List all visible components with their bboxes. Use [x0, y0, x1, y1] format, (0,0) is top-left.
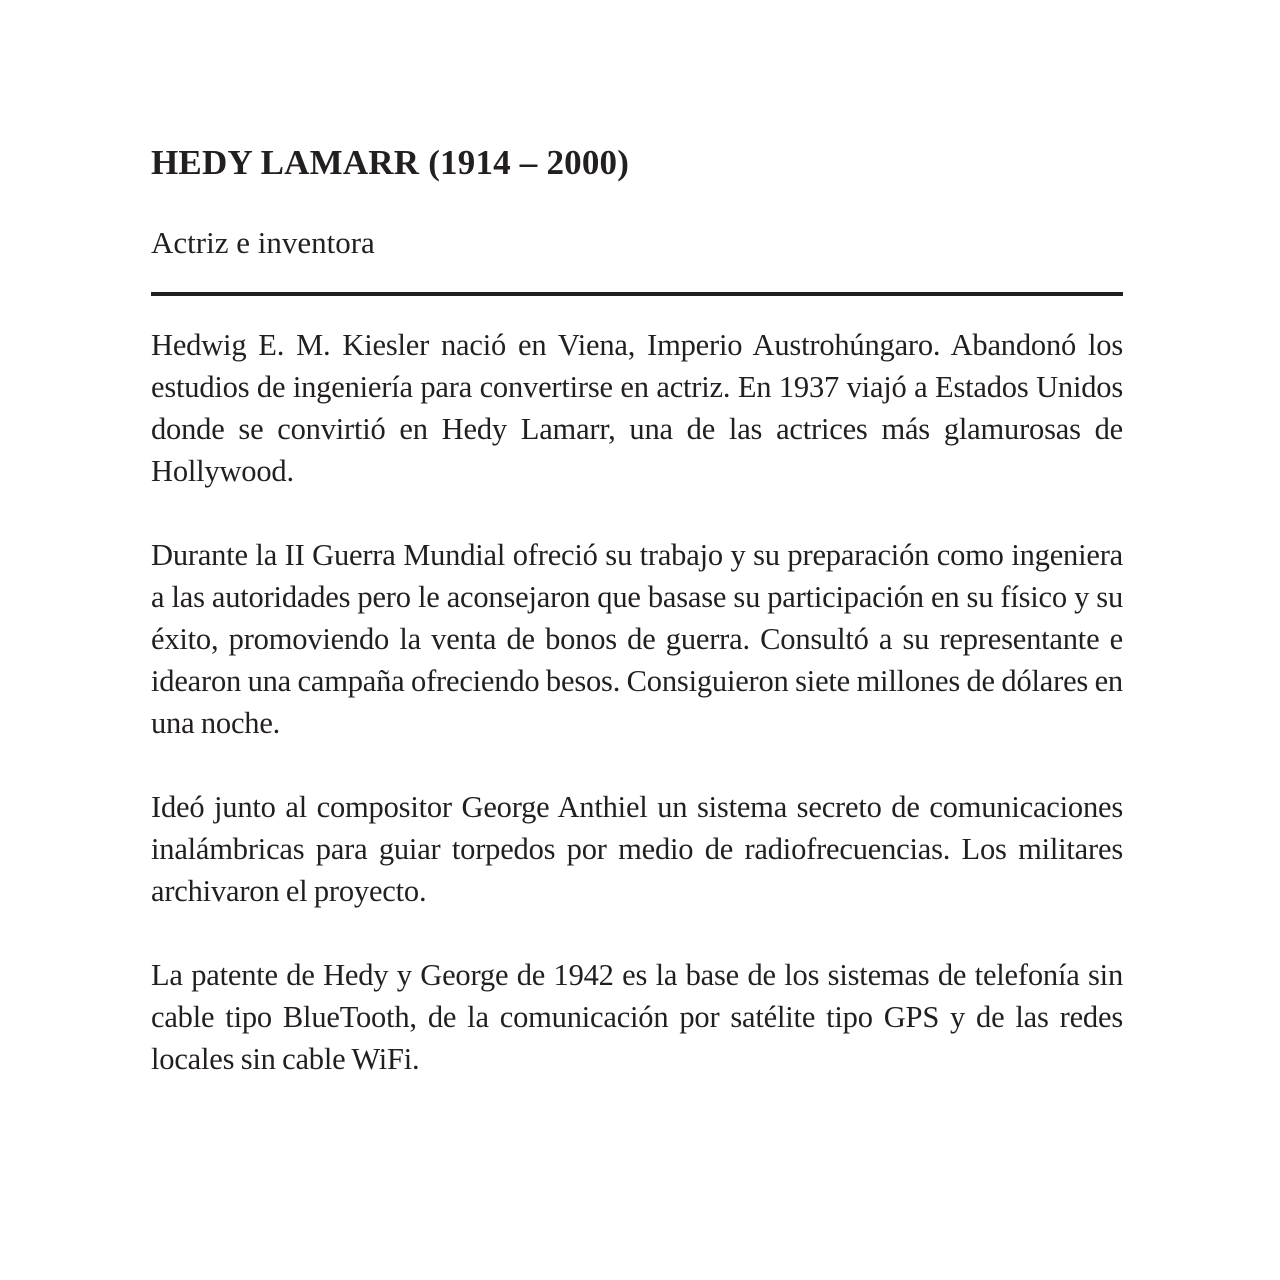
page-subtitle: Actriz e inventora	[151, 225, 375, 260]
title-divider	[151, 292, 1123, 296]
paragraph-war-effort: Durante la II Guerra Mundial ofreció su trabajo y su preparación como ingeniera a las autoridades pero le aconsejaron que basase su participación en su físico y su éxito, promoviendo la venta de bonos de guerra. Consultó a su representante e idearon una campaña ofreciendo besos. Consiguieron siete millones de dólares en una noche.	[151, 538, 1123, 740]
paragraph-patent-legacy: La patente de Hedy y George de 1942 es la base de los sistemas de telefonía sin cable tipo BlueTooth, de la comunicación por satélite tipo GPS y de las redes locales sin cable WiFi.	[151, 958, 1123, 1076]
document-page	[151, 138, 1123, 1122]
page-title: HEDY LAMARR (1914 – 2000)	[151, 143, 630, 182]
paragraph-invention: Ideó junto al compositor George Anthiel un sistema secreto de comunicaciones inalámbricas para guiar torpedos por medio de radiofrecuencias. Los militares archivaron el proyecto.	[151, 790, 1123, 908]
paragraph-early-life: Hedwig E. M. Kiesler nació en Viena, Imperio Austrohúngaro. Abandonó los estudios de ingeniería para convertirse en actriz. En 1937 viajó a Estados Unidos donde se convirtió en Hedy Lamarr, una de las actrices más glamurosas de Hollywood.	[151, 328, 1123, 488]
body-text	[151, 324, 1123, 1080]
